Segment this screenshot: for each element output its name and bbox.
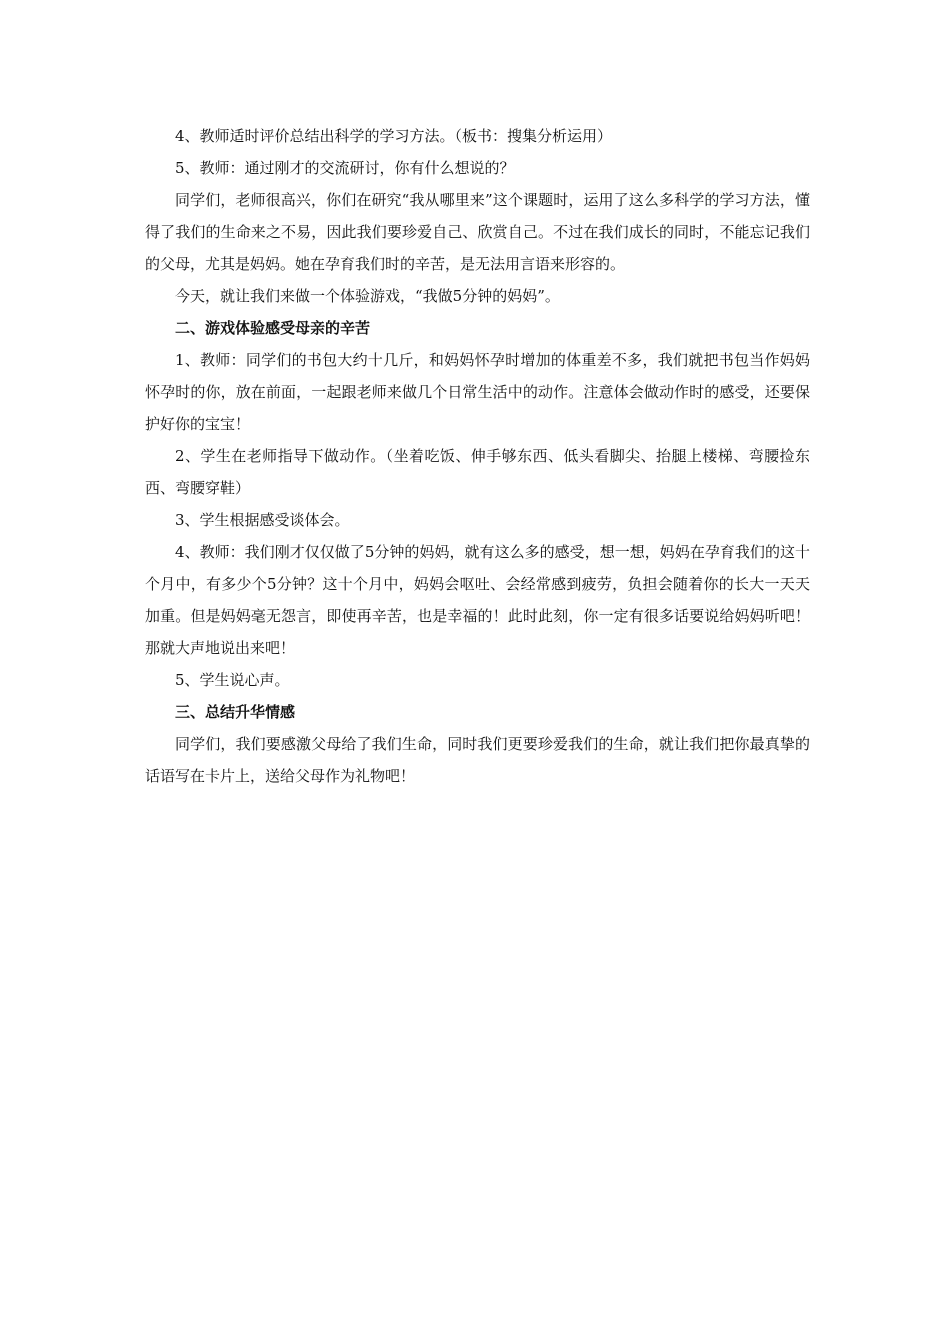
paragraph-game-step5: 5、学生说心声。 bbox=[175, 671, 290, 689]
document-body bbox=[145, 120, 810, 792]
paragraph-teacher-remarks: 同学们，老师很高兴，你们在研究“我从哪里来”这个课题时，运用了这么多科学的学习方法，懂得了我们的生命来之不易，因此我们要珍爱自己、欣赏自己。不过在我们成长的同时，不能忘记我们的父母，尤其是妈妈。她在孕育我们时的辛苦，是无法用言语来形容的。 bbox=[145, 191, 810, 273]
paragraph-step5-discussion: 5、教师：通过刚才的交流研讨，你有什么想说的？ bbox=[175, 159, 515, 177]
paragraph-game-step3: 3、学生根据感受谈体会。 bbox=[175, 511, 350, 529]
paragraph-game-step2: 2、学生在老师指导下做动作。（坐着吃饭、伸手够东西、低头看脚尖、抬腿上楼梯、弯腰捡东西、弯腰穿鞋） bbox=[145, 447, 810, 497]
section-heading-3: 三、总结升华情感 bbox=[175, 703, 296, 721]
paragraph-summary: 同学们，我们要感激父母给了我们生命，同时我们更要珍爱我们的生命，就让我们把你最真挚的话语写在卡片上，送给父母作为礼物吧！ bbox=[145, 735, 810, 785]
paragraph-game-step4: 4、教师：我们刚才仅仅做了5分钟的妈妈，就有这么多的感受，想一想，妈妈在孕育我们的这十个月中，有多少个5分钟？这十个月中，妈妈会呕吐、会经常感到疲劳，负担会随着你的长大一天天加重。但是妈妈毫无怨言，即使再辛苦，也是幸福的！此时此刻，你一定有很多话要说给妈妈听吧！那就大声地说出来吧！ bbox=[145, 543, 810, 657]
paragraph-game-step1: 1、教师：同学们的书包大约十几斤，和妈妈怀孕时增加的体重差不多，我们就把书包当作妈妈怀孕时的你，放在前面，一起跟老师来做几个日常生活中的动作。注意体会做动作时的感受，还要保护好你的宝宝！ bbox=[145, 351, 810, 433]
section-heading-2: 二、游戏体验感受母亲的辛苦 bbox=[175, 319, 371, 337]
paragraph-game-intro: 今天，就让我们来做一个体验游戏，“我做5分钟的妈妈”。 bbox=[175, 287, 560, 305]
paragraph-step4-evaluation: 4、教师适时评价总结出科学的学习方法。（板书：搜集分析运用） bbox=[175, 127, 613, 145]
